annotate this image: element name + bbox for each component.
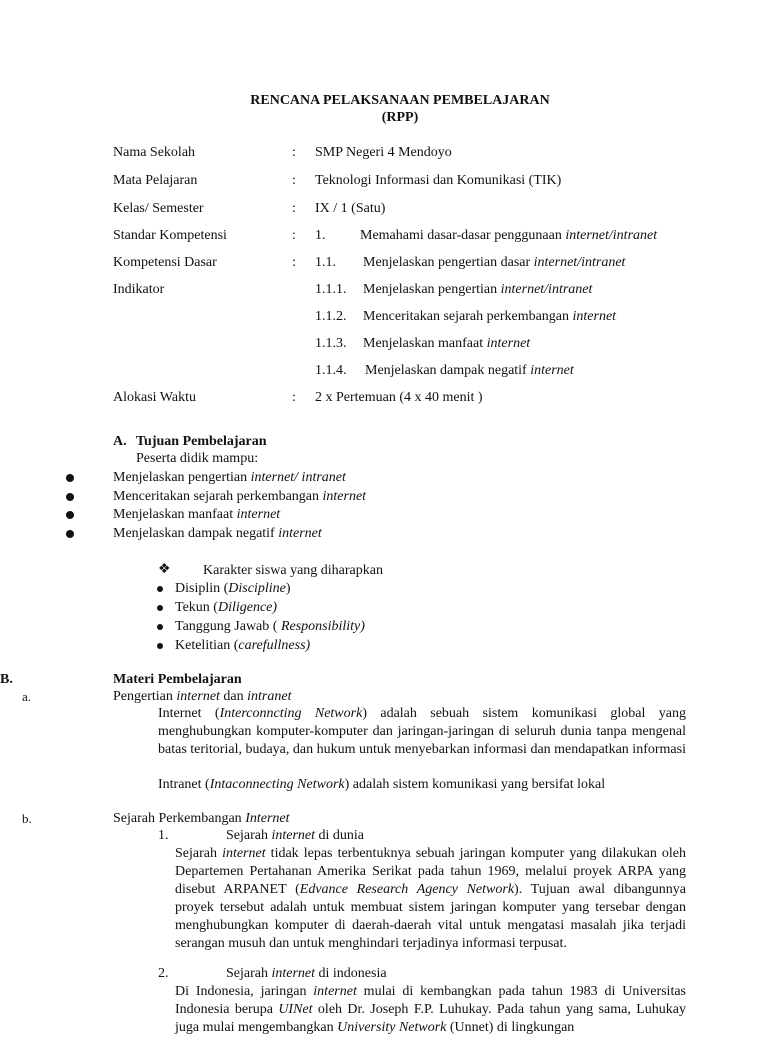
time-value: 2 x Pertemuan (4 x 40 menit ) <box>315 390 483 405</box>
school-label: Nama Sekolah <box>113 145 196 160</box>
history-world-title: Sejarah internet di dunia <box>226 828 365 843</box>
bullet-icon <box>66 530 74 538</box>
bullet-icon <box>66 474 74 482</box>
subject-value: Teknologi Informasi dan Komunikasi (TIK) <box>315 173 562 188</box>
kd-value: Menjelaskan pengertian dasar internet/intranet <box>363 255 626 270</box>
character-item: Tanggung Jawab ( Responsibility) <box>175 619 365 634</box>
section-a-marker: A. <box>113 434 127 449</box>
school-value: SMP Negeri 4 Mendoyo <box>315 145 452 160</box>
intranet-definition: Intranet (Intaconnecting Network) adalah sistem komunikasi yang bersifat lokal <box>158 777 606 792</box>
goal-item: Menjelaskan dampak negatif internet <box>113 526 322 541</box>
goal-item: Menjelaskan manfaat internet <box>113 507 281 522</box>
subsection-b-marker: b. <box>22 811 32 826</box>
page-title: RENCANA PELAKSANAAN PEMBELAJARAN <box>250 93 550 108</box>
colon: : <box>292 255 296 270</box>
colon: : <box>292 390 296 405</box>
indicator-number: 1.1.2. <box>315 309 347 324</box>
section-b-marker: B. <box>0 672 13 687</box>
sk-label: Standar Kompetensi <box>113 228 227 243</box>
indicator-text: Menjelaskan pengertian internet/intranet <box>363 282 593 297</box>
character-heading: Karakter siswa yang diharapkan <box>203 563 383 578</box>
character-item: Ketelitian (carefullness) <box>175 638 311 653</box>
colon: : <box>292 145 296 160</box>
subsection-a-marker: a. <box>22 689 32 704</box>
section-a-heading: Tujuan Pembelajaran <box>136 434 267 449</box>
bullet-icon <box>157 586 163 592</box>
goal-item: Menceritakan sejarah perkembangan internet <box>113 489 367 504</box>
bullet-icon <box>157 643 163 649</box>
bullet-icon <box>157 605 163 611</box>
internet-definition: Internet (Interconncting Network) adalah sebuah sistem komunikasi global yang menghubungkan komputer-komputer dan jaringan-jaringan di seluruh dunia tanpa mengenal batas teritorial, budaya, dan hukum untuk menyebarkan informasi dan mendapatkan informasi <box>158 706 686 757</box>
section-b-heading: Materi Pembelajaran <box>113 672 242 687</box>
history-world-number: 1. <box>158 828 169 843</box>
diamond-bullet-icon: ❖ <box>158 562 171 577</box>
history-indonesia-number: 2. <box>158 966 169 981</box>
indicator-label: Indikator <box>113 282 165 297</box>
indicator-text: Menjelaskan manfaat internet <box>363 336 531 351</box>
indicator-text: Menjelaskan dampak negatif internet <box>365 363 574 378</box>
history-indonesia-paragraph: Di Indonesia, jaringan internet mulai di kembangkan pada tahun 1983 di Universitas Indonesia berupa UINet oleh Dr. Joseph F.P. Luhukay. Pada tahun yang sama, Luhukay juga mulai mengembangkan University Network (Unnet) di lingkungan <box>175 984 686 1035</box>
indicator-number: 1.1.1. <box>315 282 347 297</box>
colon: : <box>292 173 296 188</box>
colon: : <box>292 228 296 243</box>
page-subtitle: (RPP) <box>381 110 419 125</box>
indicator-number: 1.1.4. <box>315 363 347 378</box>
colon: : <box>292 201 296 216</box>
bullet-icon <box>157 624 163 630</box>
subsection-a-title: Pengertian internet dan intranet <box>113 689 292 704</box>
subject-label: Mata Pelajaran <box>113 173 198 188</box>
class-label: Kelas/ Semester <box>113 201 204 216</box>
history-indonesia-title: Sejarah internet di indonesia <box>226 966 387 981</box>
class-value: IX / 1 (Satu) <box>315 201 386 216</box>
character-item: Disiplin (Discipline) <box>175 581 291 596</box>
section-a-intro: Peserta didik mampu: <box>136 451 259 466</box>
subsection-b-title: Sejarah Perkembangan Internet <box>113 811 290 826</box>
history-world-paragraph: Sejarah internet tidak lepas terbentuknya sebuah jaringan komputer yang dilakukan oleh Departemen Pertahanan Amerika Serikat pada tahun 1969, melalui proyek ARPA yang disebut ARPANET (Edvance Research Agency Network). Tujuan awal dibangunnya proyek tersebut adalah untuk membuat sistem jaringan komputer yang tersebar dengan menghubungkan komputer di daerah-daerah vital untuk mengatasi masalah jika terjadi serangan musuh dan untuk menghindari terjadinya informasi terpusat. <box>175 846 686 951</box>
sk-number: 1. <box>315 228 326 243</box>
sk-value: Memahami dasar-dasar penggunaan internet/intranet <box>360 228 658 243</box>
indicator-number: 1.1.3. <box>315 336 347 351</box>
indicator-text: Menceritakan sejarah perkembangan internet <box>363 309 617 324</box>
time-label: Alokasi Waktu <box>113 390 196 405</box>
character-item: Tekun (Diligence) <box>175 600 278 615</box>
bullet-icon <box>66 511 74 519</box>
kd-number: 1.1. <box>315 255 336 270</box>
goal-item: Menjelaskan pengertian internet/ intranet <box>113 470 346 485</box>
kd-label: Kompetensi Dasar <box>113 255 217 270</box>
bullet-icon <box>66 493 74 501</box>
